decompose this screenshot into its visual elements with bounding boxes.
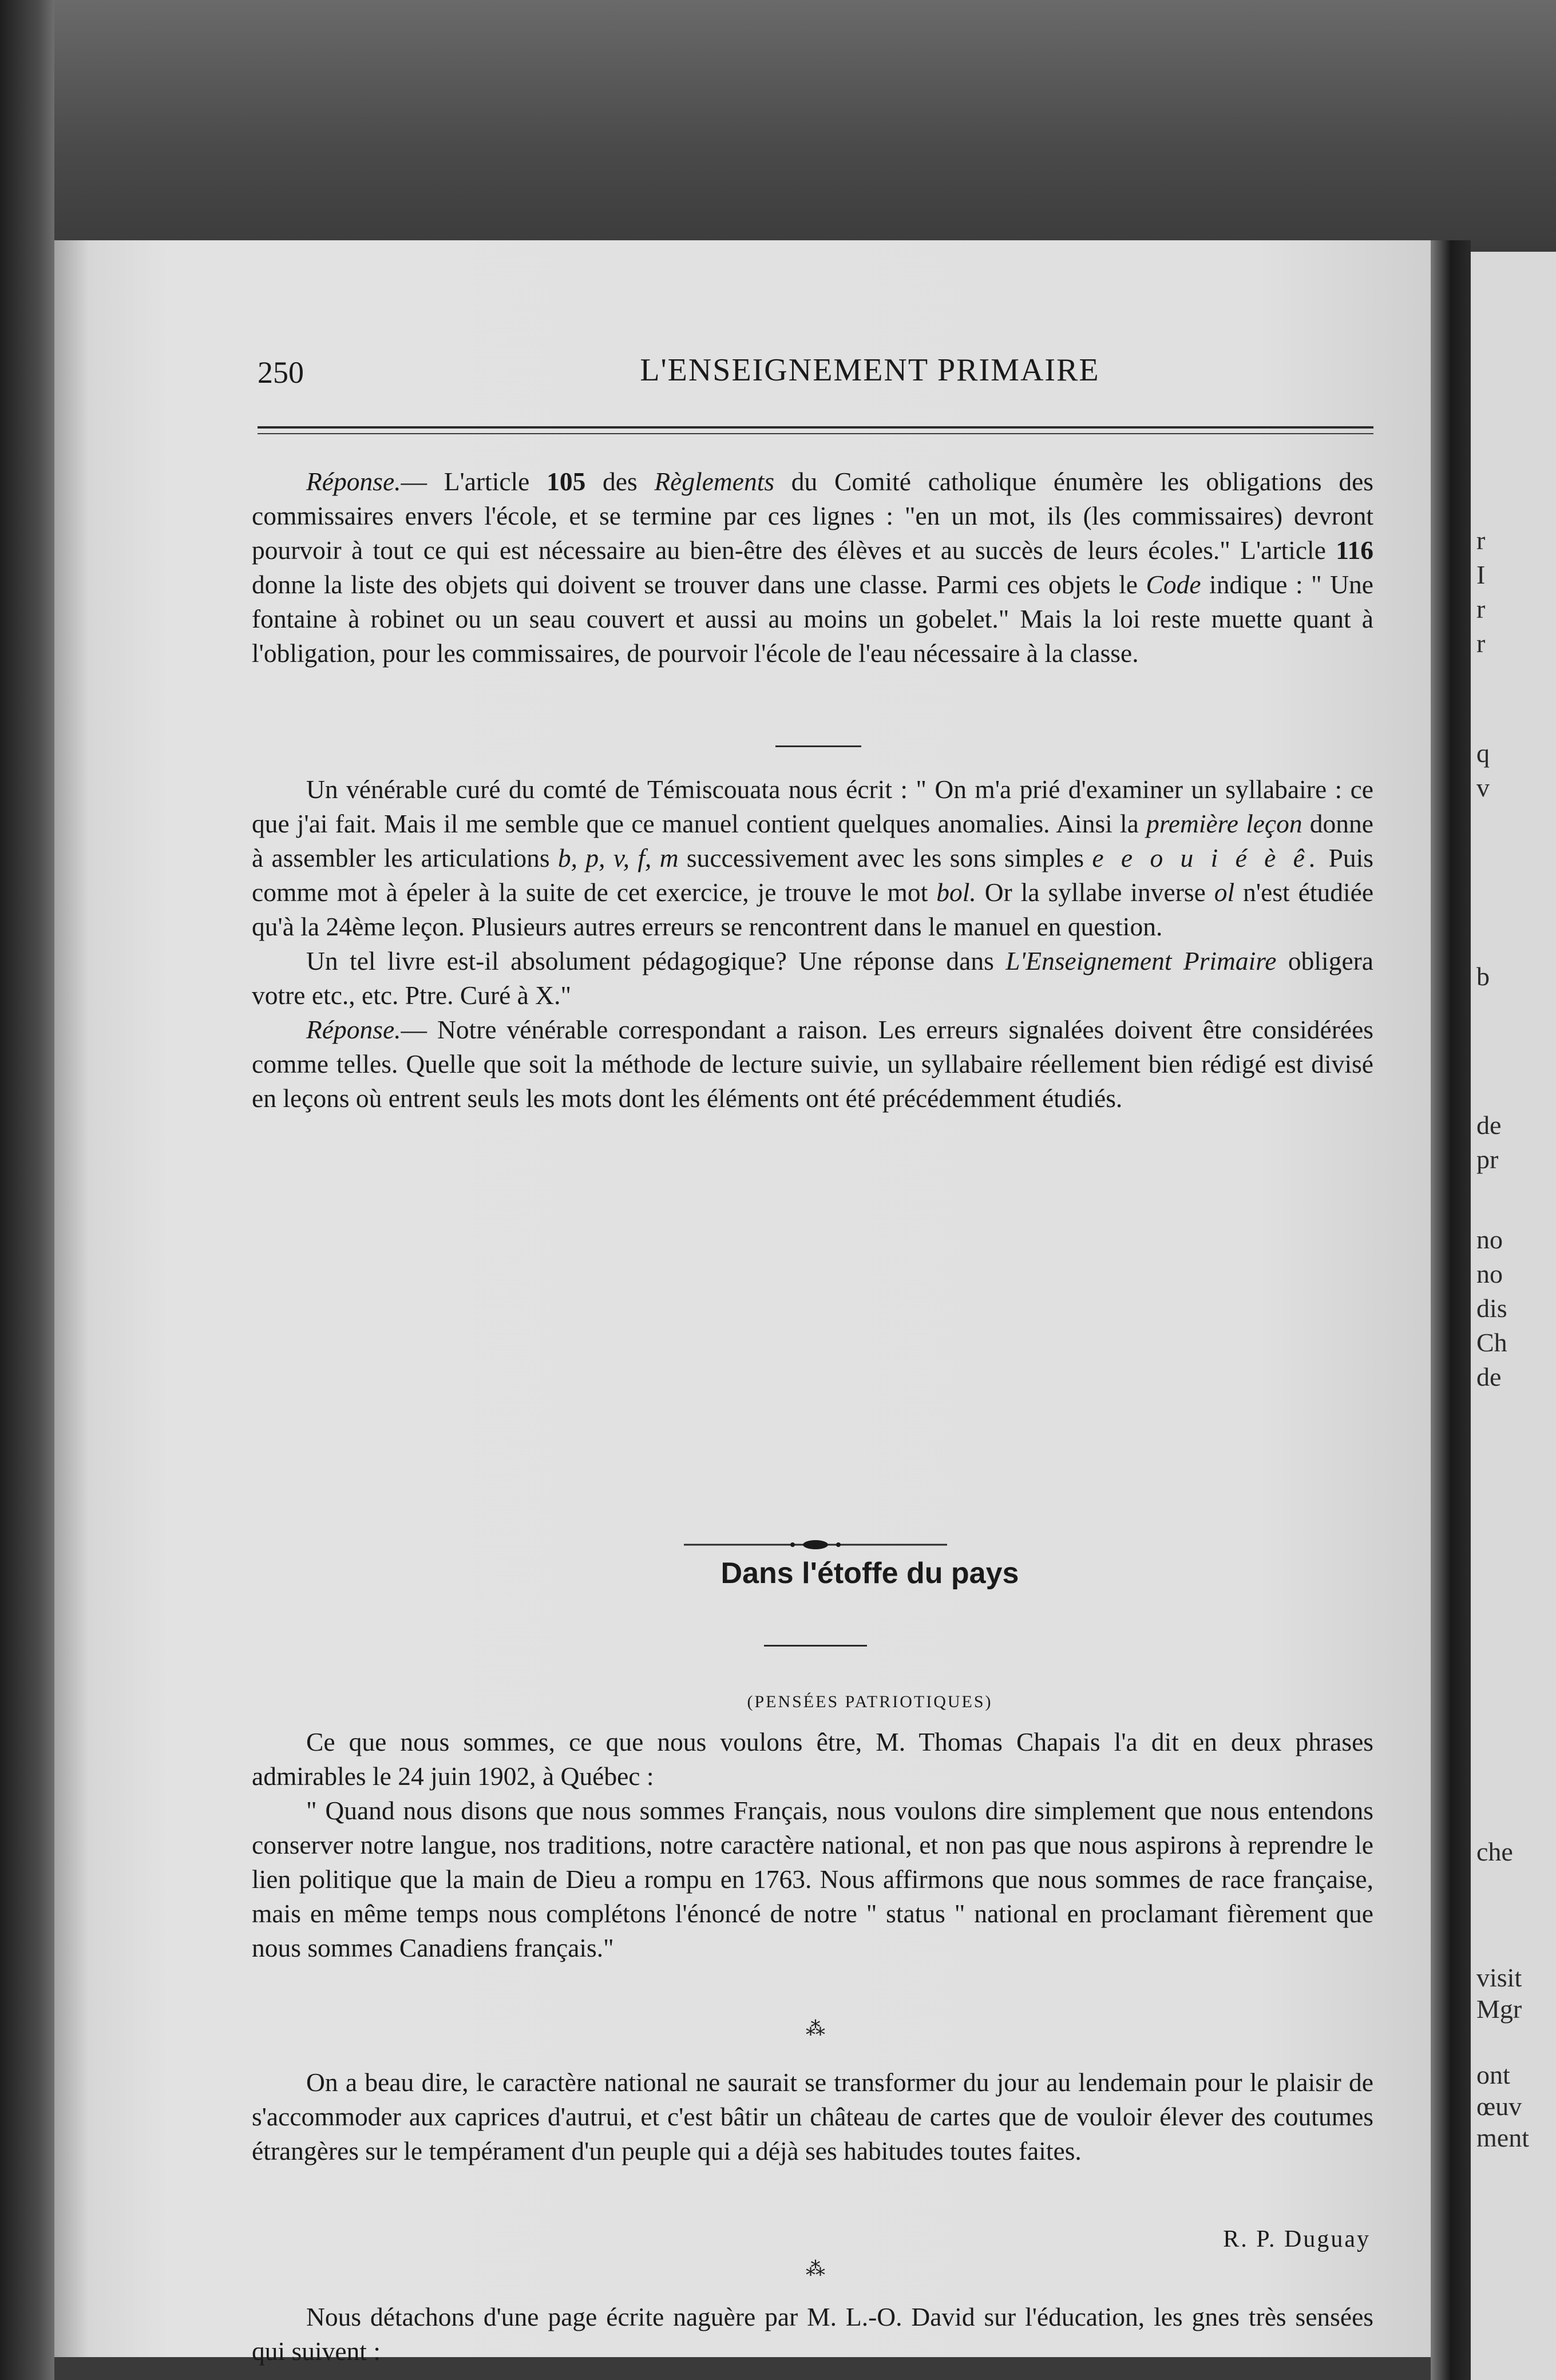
letter-paragraph: Un vénérable curé du comté de Témiscouata nous écrit : " On m'a prié d'examiner un syllabaire : ce que j'ai fait. Mais il me semble que ce manuel contient quelques anomalies. Ainsi la première leçon donne à assembler les articulations b, p, v, f, m successivement avec les sons simples e e o u i é è ê. Puis comme mot à épeler à la suite de cet exercice, je trouve le mot bol. Or la syllabe inverse ol n'est étudiée qu'à la 24ème leçon. Plusieurs autres erreurs se rencontrent dans le manuel en question.	[252, 775, 1374, 941]
facing-page-fragment: visit	[1476, 1963, 1522, 1992]
book-gutter	[1431, 240, 1471, 2380]
facing-page-fragment: Ch	[1476, 1328, 1507, 1357]
duguay-block	[252, 2065, 1373, 2168]
facing-page-fragment: q	[1476, 739, 1490, 768]
facing-page-fragment: r	[1476, 629, 1486, 658]
facing-page-fragment: ment	[1476, 2123, 1529, 2152]
david-paragraph: Nous détachons d'une page écrite naguère par M. L.-O. David sur l'éducation, les gnes très sensées qui suivent :	[252, 2302, 1373, 2366]
answer-paragraph-2: Réponse.— Notre vénérable correspondant a raison. Les erreurs signalées doivent être considérées comme telles. Quelle que soit la méthode de lecture suivie, un syllabaire réellement bien rédigé est divisé en leçons où entrent seuls les mots dont les éléments ont été précédemment étudiés.	[252, 1015, 1373, 1113]
facing-page-fragment: r	[1476, 594, 1486, 624]
section-subtitle: (PENSÉES PATRIOTIQUES)	[747, 1692, 993, 1711]
facing-page-fragment: I	[1476, 560, 1486, 589]
facing-page-fragment: r	[1476, 526, 1486, 555]
section-title: Dans l'étoffe du pays	[720, 1557, 1019, 1590]
david-block	[252, 2300, 1373, 2369]
article-number: 116	[1336, 536, 1373, 565]
book-spine-shadow	[0, 0, 54, 2380]
signature: R. P. Duguay	[1223, 2226, 1371, 2252]
asterism-divider: ⁂	[806, 2258, 825, 2280]
facing-page-fragment: ont	[1476, 2060, 1510, 2089]
chapais-quote: " Quand nous disons que nous sommes Français, nous voulons dire simplement que nous entendons conserver notre langue, nos traditions, notre caractère national, et non pas que nous aspirons à reprendre le lien politique que la main de Dieu a rompu en 1763. Nous affirmons que nous sommes de race française, mais en même temps nous complétons l'énoncé de notre " status " national en proclamant fièrement que nous sommes Canadiens français."	[252, 1796, 1373, 1962]
facing-page-fragment: no	[1476, 1225, 1503, 1254]
scan-background	[0, 0, 1556, 246]
header-rule-thin	[258, 433, 1373, 434]
facing-page-fragment: Mgr	[1476, 1994, 1522, 2024]
facing-page-fragment: che	[1476, 1837, 1513, 1866]
title-underline	[764, 1645, 867, 1647]
reponse-label: Réponse.	[306, 467, 401, 496]
chapais-intro: Ce que nous sommes, ce que nous voulons être, M. Thomas Chapais l'a dit en deux phrases admirables le 24 juin 1902, à Québec :	[252, 1727, 1373, 1791]
facing-page-fragment: de	[1476, 1110, 1502, 1140]
letter-paragraphs	[252, 772, 1373, 1116]
letter-paragraph: Un tel livre est-il absolument pédagogique? Une réponse dans L'Enseignement Primaire obligera votre etc., etc. Ptre. Curé à X."	[252, 946, 1373, 1010]
ornament-divider	[684, 1536, 947, 1553]
header-rule	[258, 426, 1373, 429]
facing-page-fragment: v	[1476, 773, 1490, 802]
section-separator	[775, 745, 861, 747]
asterism-divider: ⁂	[806, 2017, 825, 2040]
duguay-paragraph: On a beau dire, le caractère national ne saurait se transformer du jour au lendemain pour le plaisir de s'accommoder aux caprices d'autrui, et c'est bâtir un château de cartes que de vouloir élever des coutumes étrangères sur le tempérament d'un peuple qui a déjà ses habitudes toutes faites.	[252, 2068, 1373, 2165]
page-number: 250	[258, 355, 304, 390]
facing-page-fragment: dis	[1476, 1294, 1507, 1323]
book-page	[54, 240, 1431, 2366]
facing-page-fragment: de	[1476, 1362, 1502, 1391]
facing-page-fragment: œuv	[1476, 2092, 1522, 2121]
facing-page-fragment: no	[1476, 1259, 1503, 1288]
facing-page-edge	[1471, 252, 1556, 2380]
chapais-intro-block	[252, 1725, 1373, 1965]
facing-page-fragment: b	[1476, 962, 1490, 991]
reponse-label: Réponse.	[306, 1015, 401, 1044]
answer-paragraph-1: Réponse.— L'article 105 des Règlements du Comité catholique énumère les obligations des commissaires envers l'école, et se termine par ces lignes : "en un mot, ils (les commissaires) devront pourvoir à tout ce qui est nécessaire au bien-être des élèves et au succès de leurs écoles." L'article 116 donne la liste des objets qui doivent se trouver dans une classe. Parmi ces objets le Code indique : " Une fontaine à robinet ou un seau couvert et aussi au moins un gobelet." Mais la loi reste muette quant à l'obligation, pour les commissaires, de pourvoir l'école de l'eau nécessaire à la classe.	[252, 467, 1373, 668]
facing-page-fragment: pr	[1476, 1145, 1499, 1174]
article-number: 105	[547, 467, 586, 496]
running-title: L'ENSEIGNEMENT PRIMAIRE	[640, 352, 1100, 388]
